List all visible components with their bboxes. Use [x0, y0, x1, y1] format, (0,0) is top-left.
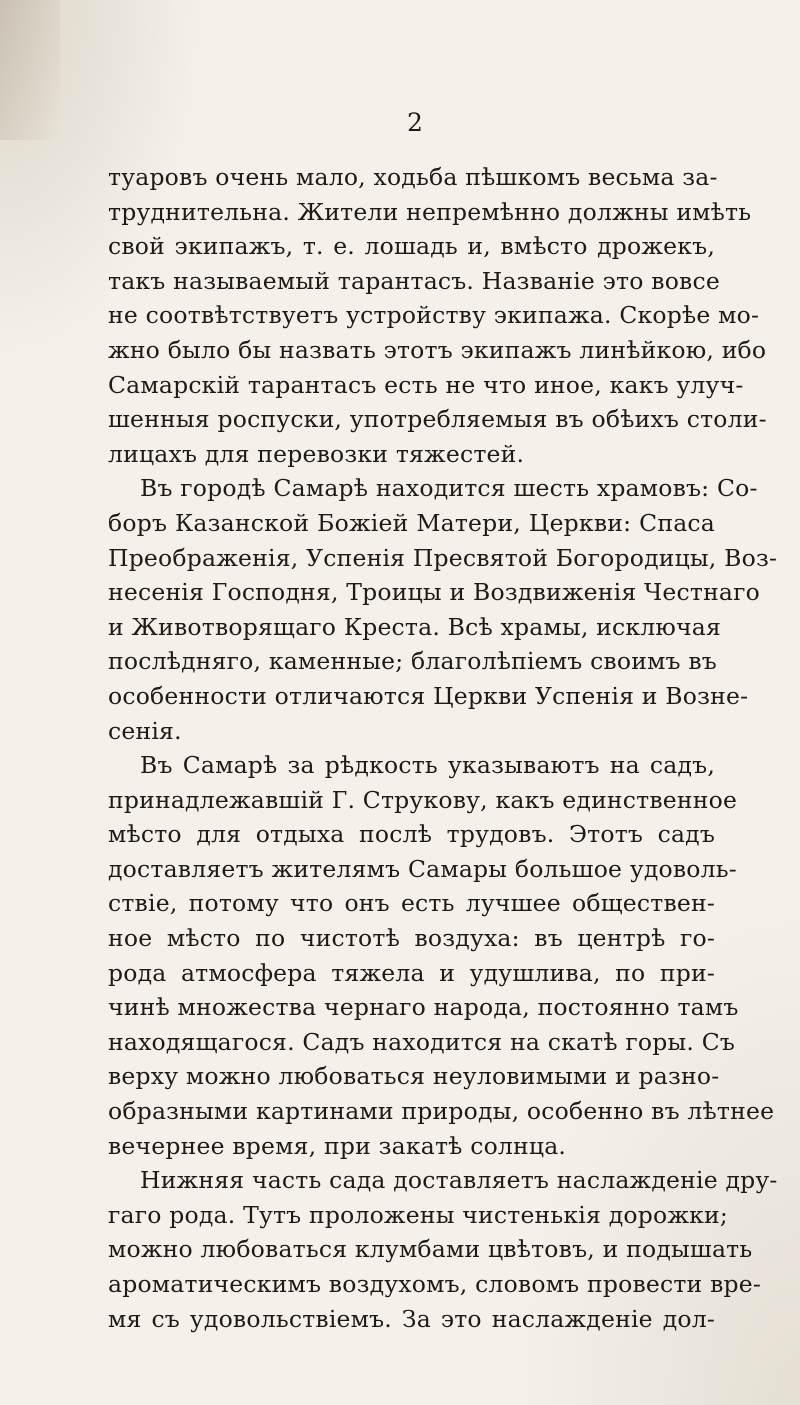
- page-number: 2: [407, 108, 423, 137]
- text-line: не соотвѣтствуетъ устройству экипажа. Скорѣе мо-: [108, 301, 760, 330]
- paragraph: [108, 160, 767, 471]
- text-line: находящагося. Садъ находится на скатѣ горы. Съ: [108, 1027, 736, 1056]
- text-line: боръ Казанской Божіей Матери, Церкви: Спаса: [108, 508, 715, 537]
- text-line: особенности отличаются Церкви Успенія и Возне-: [108, 681, 749, 710]
- text-line: лицахъ для перевозки тяжестей.: [108, 439, 525, 468]
- paragraph: [108, 1163, 778, 1336]
- text-line: образными картинами природы, особенно въ лѣтнее: [108, 1097, 775, 1126]
- paragraph: [108, 471, 778, 748]
- text-line: Самарскій тарантасъ есть не что иное, какъ улуч-: [108, 370, 744, 399]
- text-line: чинѣ множества чернаго народа, постоянно тамъ: [108, 993, 739, 1022]
- text-line: ное мѣсто по чистотѣ воздуха: въ центрѣ го-: [108, 924, 715, 953]
- text-line: шенныя роспуски, употребляемыя въ обѣихъ столи-: [108, 405, 767, 434]
- text-line: рода атмосфера тяжела и удушлива, по при-: [108, 958, 715, 987]
- text-line: Въ Самарѣ за рѣдкость указываютъ на садъ,: [140, 751, 715, 780]
- text-line: можно любоваться клумбами цвѣтовъ, и подышать: [108, 1235, 753, 1264]
- text-line: гаго рода. Тутъ проложены чистенькія дорожки;: [108, 1200, 728, 1229]
- text-line: свой экипажъ, т. е. лошадь и, вмѣсто дрожекъ,: [108, 232, 715, 261]
- text-line: и Животворящаго Креста. Всѣ храмы, исключая: [108, 612, 722, 641]
- text-line: мя съ удовольствіемъ. За это наслажденіе дол-: [108, 1304, 715, 1333]
- text-line: несенія Господня, Троицы и Воздвиженія Честнаго: [108, 578, 761, 607]
- text-line: ствіе, потому что онъ есть лучшее обществен-: [108, 889, 715, 918]
- text-line: Въ городѣ Самарѣ находится шесть храмовъ: Со-: [140, 474, 758, 503]
- text-line: жно было бы назвать этотъ экипажъ линѣйкою, ибо: [108, 335, 767, 364]
- text-line: такъ называемый тарантасъ. Названіе это вовсе: [108, 266, 720, 295]
- text-line: Преображенія, Успенія Пресвятой Богородицы, Воз-: [108, 543, 778, 572]
- body-text: [108, 160, 778, 1336]
- text-line: доставляетъ жителямъ Самары большое удоволь-: [108, 854, 737, 883]
- text-line: сенія.: [108, 716, 182, 745]
- text-line: принадлежавшій Г. Струкову, какъ единственное: [108, 785, 738, 814]
- text-line: мѣсто для отдыха послѣ трудовъ. Этотъ садъ: [108, 820, 715, 849]
- text-line: труднительна. Жители непремѣнно должны имѣть: [108, 197, 752, 226]
- paragraph: [108, 748, 775, 1163]
- text-line: верху можно любоваться неуловимыми и разно-: [108, 1062, 720, 1091]
- text-line: Нижняя часть сада доставляетъ наслажденіе дру-: [140, 1166, 778, 1195]
- text-line: послѣдняго, каменные; благолѣпіемъ своимъ въ: [108, 647, 717, 676]
- text-line: туаровъ очень мало, ходьба пѣшкомъ весьма за-: [108, 163, 718, 191]
- text-line: вечернее время, при закатѣ солнца.: [108, 1131, 567, 1160]
- text-line: ароматическимъ воздухомъ, словомъ провести вре-: [108, 1270, 761, 1298]
